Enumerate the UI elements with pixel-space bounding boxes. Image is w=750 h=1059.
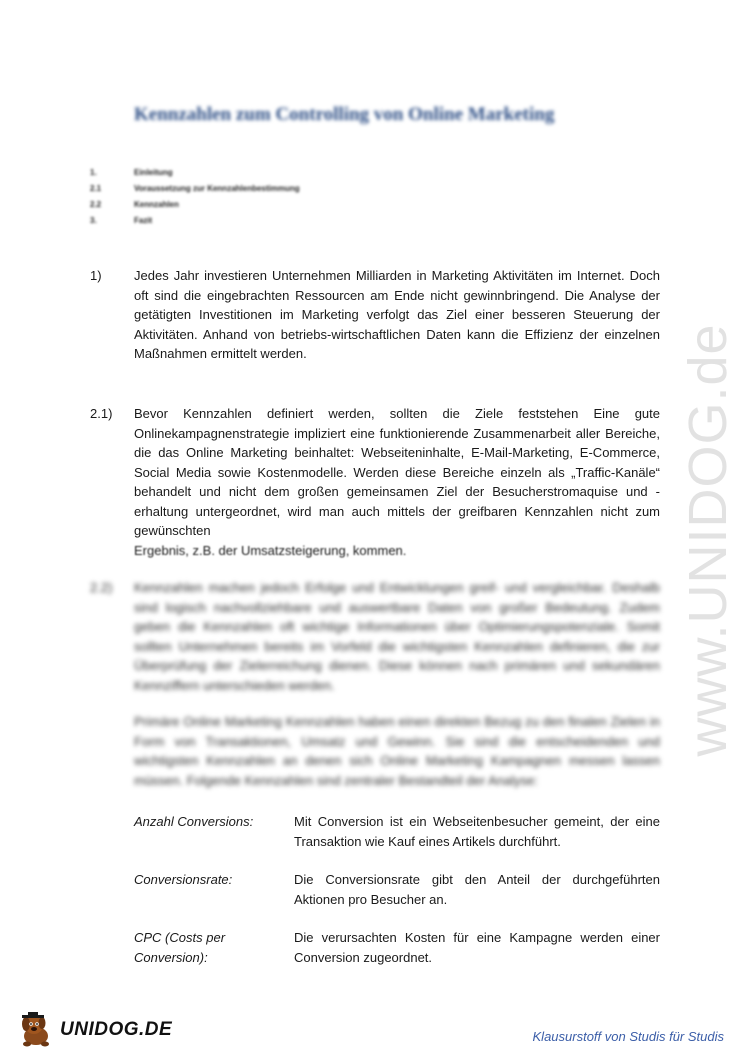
paragraph: Jedes Jahr investieren Unternehmen Milliarden in Marketing Aktivitäten im Internet. Doch oft sind die eingebrachten Ressourcen am Ende nicht gewinnbringend. Die Analyse der getätigten Investitionen im Marketing verfolgt das Ziel einer besseren Steuerung der Aktivitäten. Anhand von betriebs-wirtschaftlichen Daten kann die Effizienz der einzelnen Maßnahmen ermittelt werden. bbox=[134, 268, 660, 361]
definition-term: CPC (Costs per Conversion): bbox=[134, 930, 226, 965]
section-body bbox=[134, 578, 660, 790]
toc-label: Fazit bbox=[134, 215, 153, 225]
definition-item bbox=[134, 928, 660, 968]
paragraph: Kennzahlen machen jedoch Erfolge und Entwicklungen greif- und vergleichbar. Deshalb sind logisch nachvollziehbare und auswertbare Daten von großer Bedeutung. Zudem geben die Kennzahlen oft wichtige Informationen über Optimierungspotenziale. Somit sollten Unternehmen bereits im Vorfeld die wichtigsten Kennzahlen definieren, die zur Überprüfung der Zielerreichung dienen. Diese können nach primären und sekundären Kennziffern unterschieden werden. bbox=[134, 580, 660, 693]
toc-label: Einleitung bbox=[134, 167, 173, 177]
definition-item bbox=[134, 812, 660, 852]
document-title: Kennzahlen zum Controlling von Online Marketing bbox=[134, 104, 555, 125]
toc-number: 3. bbox=[90, 215, 97, 225]
dog-mascot-icon bbox=[16, 1012, 56, 1048]
definition-term: Anzahl Conversions: bbox=[134, 814, 254, 829]
section-number: 2.1) bbox=[90, 406, 113, 421]
toc-label: Kennzahlen bbox=[134, 199, 179, 209]
definition-term: Conversionsrate: bbox=[134, 872, 233, 887]
section-2-1 bbox=[90, 404, 660, 560]
logo-text: UNIDOG.DE bbox=[60, 1019, 173, 1040]
section-body bbox=[134, 266, 660, 364]
toc-item bbox=[90, 164, 300, 180]
definition-text: Die verursachten Kosten für eine Kampagne werden einer Conversion zugeordnet. bbox=[294, 930, 660, 965]
toc-item bbox=[90, 196, 300, 212]
toc-label: Voraussetzung zur Kennzahlenbestimmung bbox=[134, 183, 300, 193]
definition-text: Mit Conversion ist ein Webseitenbesucher gemeint, der eine Transaktion wie Kauf eines Artikels durchführt. bbox=[294, 814, 660, 849]
table-of-contents bbox=[90, 164, 300, 228]
paragraph: Bevor Kennzahlen definiert werden, sollten die Ziele feststehen Eine gute Onlinekampagnenstrategie impliziert eine funktionierende Zusammenarbeit aller Bereiche, die das Online Marketing beinhaltet: Webseiteninhalte, E-Mail-Marketing, E-Commerce, Social Media sowie Kostenmodelle. Werden diese Bereiche einzeln als „Traffic-Kanäle“ behandelt und nicht dem großen gemeinsamen Ziel der Besucherstromaquise und -erhaltung untergeordnet, wird man auch mittels der greifbaren Kennzahlen nicht zum gewünschten bbox=[134, 406, 660, 538]
paragraph-tail: Ergebnis, z.B. der Umsatzsteigerung, kommen. bbox=[134, 542, 407, 558]
toc-item bbox=[90, 212, 300, 228]
toc-number: 2.1 bbox=[90, 183, 102, 193]
section-2-2 bbox=[90, 578, 660, 790]
section-number: 2.2) bbox=[90, 580, 113, 595]
footer-slogan: Klausurstoff von Studis für Studis bbox=[532, 1029, 724, 1044]
paragraph: Primäre Online Marketing Kennzahlen haben einen direkten Bezug zu den finalen Zielen in Form von Transaktionen, Umsatz und Gewinn. Sie sind die entscheidenden und wichtigsten Kennzahlen an denen sich Online Marketing Kampagnen messen lassen müssen. Folgende Kennzahlen sind zentraler Bestandteil der Analyse: bbox=[134, 714, 660, 788]
section-body bbox=[134, 404, 660, 560]
definition-text: Die Conversionsrate gibt den Anteil der durchgeführten Aktionen pro Besucher an. bbox=[294, 872, 660, 907]
definition-item bbox=[134, 870, 660, 910]
logo bbox=[16, 1012, 172, 1048]
toc-number: 2.2 bbox=[90, 199, 102, 209]
toc-item bbox=[90, 180, 300, 196]
section-number: 1) bbox=[90, 268, 102, 283]
watermark: www.UNIDOG.de bbox=[678, 323, 738, 757]
toc-number: 1. bbox=[90, 167, 97, 177]
section-1 bbox=[90, 266, 660, 364]
